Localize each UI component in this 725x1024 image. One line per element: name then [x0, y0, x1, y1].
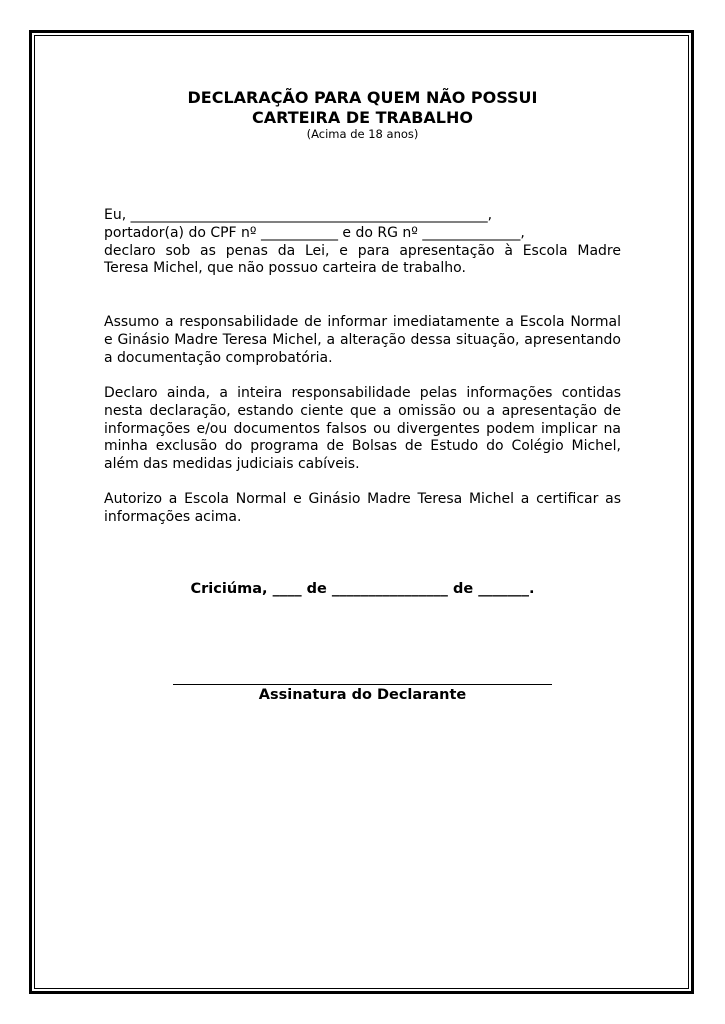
- document-subtitle: (Acima de 18 anos): [306, 127, 419, 141]
- signature-line: [173, 684, 552, 685]
- authorization-paragraph: Autorizo a Escola Normal e Ginásio Madre Teresa Michel a certificar as informações acima.: [104, 491, 621, 525]
- name-field-line: Eu, ___________________________________________________,: [104, 207, 493, 223]
- responsibility-paragraph: Assumo a responsabilidade de informar imediatamente a Escola Normal e Ginásio Madre Teresa Michel, a alteração dessa situação, apresentando a documentação comprobatória.: [104, 314, 621, 366]
- declaration-paragraph: [104, 207, 621, 278]
- signature-label: Assinatura do Declarante: [258, 687, 467, 703]
- document-title-line2: CARTEIRA DE TRABALHO: [252, 108, 473, 127]
- cpf-rg-field-line: portador(a) do CPF nº ___________ e do RG nº ______________,: [104, 224, 525, 241]
- document-title-line1: DECLARAÇÃO PARA QUEM NÃO POSSUI: [187, 88, 538, 107]
- liability-paragraph: Declaro ainda, a inteira responsabilidade pelas informações contidas nesta declaração, estando ciente que a omissão ou a apresentação de informações e/ou documentos falsos ou divergentes podem implicar na minha exclusão do programa de Bolsas de Estudo do Colégio Michel, além das medidas judiciais cabíveis.: [104, 385, 621, 473]
- declaration-line4: Teresa Michel, que não possuo carteira de trabalho.: [104, 260, 466, 277]
- declaration-line3: declaro sob as penas da Lei, e para apresentação à Escola Madre: [104, 242, 621, 259]
- date-line: Criciúma, ____ de ________________ de _______.: [190, 581, 535, 597]
